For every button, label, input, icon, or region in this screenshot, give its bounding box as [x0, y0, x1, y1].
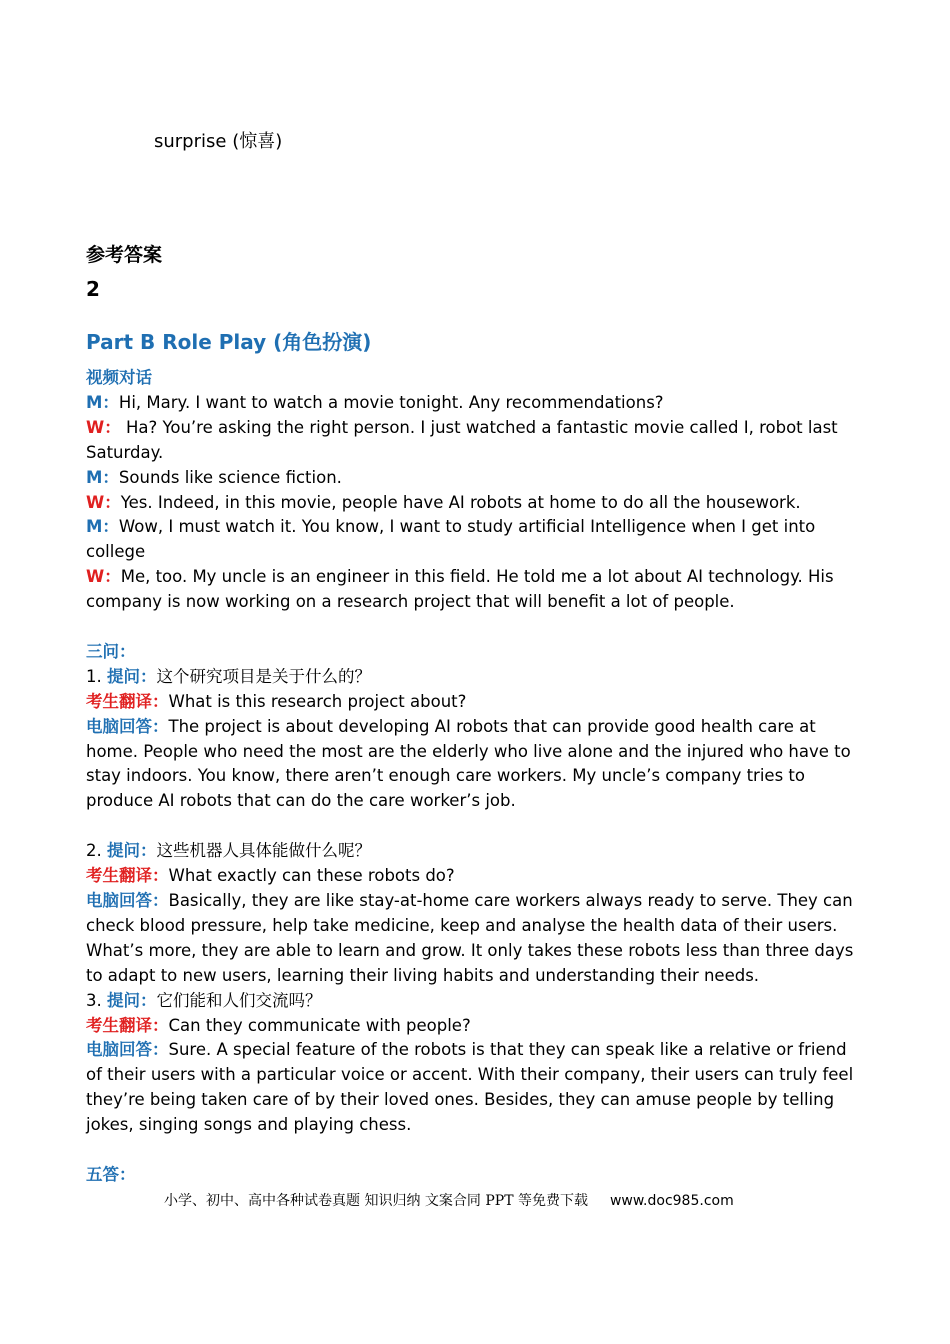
spacer — [86, 615, 866, 640]
answer-label: 电脑回答： — [86, 1040, 169, 1060]
dialog-text: Hi, Mary. I want to watch a movie tonight. Any recommendations? — [118, 392, 664, 412]
question-translation — [86, 864, 866, 889]
question-ask — [86, 839, 866, 864]
vocab-word: surprise (惊喜) — [154, 131, 283, 152]
answer-label: 电脑回答： — [86, 716, 169, 736]
reference-answer: 2 — [86, 277, 100, 301]
dialog-text: Wow, I must watch it. You know, I want to study artificial Intelligence when I get into college — [86, 517, 816, 562]
dialog-text: Ha? You’re asking the right person. I just watched a fantastic movie called I, robot last Saturday. — [86, 417, 838, 462]
question-translation — [86, 690, 866, 715]
question-answer — [86, 1038, 866, 1138]
dialog-line — [86, 515, 866, 565]
spacer — [86, 1138, 866, 1163]
ask-label: 提问： — [107, 666, 157, 686]
question-ask — [86, 665, 866, 690]
content-body — [86, 366, 866, 1188]
page-footer — [164, 1190, 734, 1210]
question-answer — [86, 715, 866, 815]
ask-label: 提问： — [107, 990, 157, 1010]
reference-heading: 参考答案 — [86, 244, 163, 266]
footer-url[interactable]: www.doc985.com — [609, 1193, 734, 1209]
footer-text: 小学、初中、高中各种试卷真题 知识归纳 文案合同 PPT 等免费下载 — [164, 1193, 588, 1209]
five-answers-label: 五答： — [86, 1164, 136, 1184]
translation-text: What is this research project about? — [168, 691, 467, 711]
speaker-label: W： — [86, 417, 121, 437]
question-answer — [86, 889, 866, 989]
answer-label: 电脑回答： — [86, 891, 169, 910]
speaker-label: M： — [86, 467, 119, 487]
video-dialog-label: 视频对话 — [86, 368, 152, 387]
speaker-label: W： — [86, 567, 121, 587]
speaker-label: W： — [86, 492, 121, 512]
translation-label: 考生翻译： — [86, 1015, 169, 1035]
dialog-line — [86, 491, 866, 516]
dialog-line — [86, 565, 866, 615]
ask-text: 这些机器人具体能做什么呢？ — [156, 841, 371, 861]
dialog-line — [86, 416, 866, 466]
answer-text: Sure. A special feature of the robots is that they can speak like a relative or friend of their users with a particular voice or accent. With their company, their users can truly feel they’re being taken care of by their loved ones. Besides, they can amuse people by telling jokes, singing songs and playing chess. — [86, 1040, 854, 1135]
speaker-label: M： — [86, 517, 119, 537]
dialog-line — [86, 466, 866, 491]
answer-text: Basically, they are like stay-at-home care workers always ready to serve. They can check blood pressure, help take medicine, keep and analyse the health data of their users. What’s more, they are able to learn and grow. It only takes these robots less than three days to adapt to new users, learning their living habits and understanding their needs. — [86, 891, 854, 985]
ask-text: 这个研究项目是关于什么的？ — [156, 666, 371, 686]
three-questions-label: 三问： — [86, 641, 136, 661]
translation-text: Can they communicate with people? — [168, 1015, 471, 1035]
ask-label: 提问： — [107, 841, 157, 861]
question-translation — [86, 1014, 866, 1039]
question-number: 1. — [86, 666, 107, 686]
ask-text: 它们能和人们交流吗？ — [156, 990, 322, 1010]
speaker-label: M： — [86, 392, 119, 412]
spacer — [86, 814, 866, 839]
dialog-text: Sounds like science fiction. — [118, 467, 342, 487]
question-number: 3. — [86, 990, 107, 1010]
answer-text: The project is about developing AI robots that can provide good health care at home. People who need the most are the elderly who live alone and the injured who have to stay indoors. You know, there aren’t enough care workers. My uncle’s company tries to produce AI robots that can do the care worker’s job. — [86, 716, 851, 811]
translation-label: 考生翻译： — [86, 866, 169, 886]
dialog-line — [86, 391, 866, 416]
translation-label: 考生翻译： — [86, 691, 169, 711]
question-ask — [86, 989, 866, 1014]
dialog-text: Me, too. My uncle is an engineer in this field. He told me a lot about AI technology. His company is now working on a research project that will benefit a lot of people. — [86, 567, 834, 612]
translation-text: What exactly can these robots do? — [168, 866, 455, 886]
question-number: 2. — [86, 841, 107, 861]
dialog-text: Yes. Indeed, in this movie, people have AI robots at home to do all the housework. — [120, 492, 801, 512]
part-title: Part B Role Play (角色扮演) — [86, 330, 372, 354]
